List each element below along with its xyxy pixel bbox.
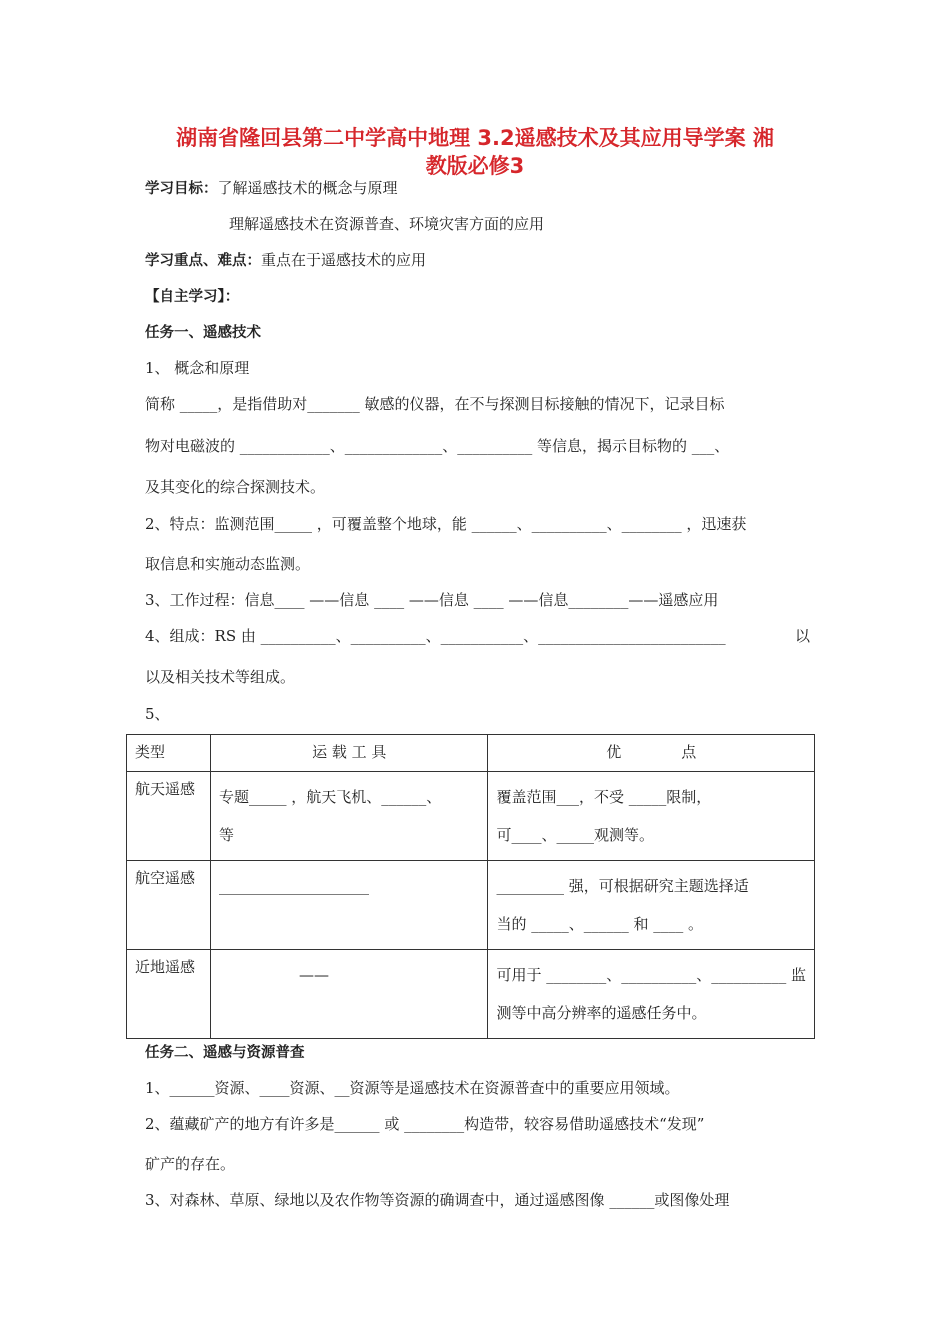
objective-1: 了解遥感技术的概念与原理: [217, 179, 398, 197]
vehicle-line: ____________________: [218, 877, 369, 895]
row-vehicle: [210, 861, 487, 950]
task2-p1: 1、______资源、____资源、__资源等是遥感技术在资源普查中的重要应用领域。: [145, 1079, 680, 1097]
task1-s4-line1: [145, 625, 810, 646]
task1-s5: 5、: [145, 705, 170, 723]
document-title-line2: 教版必修3: [425, 154, 525, 178]
task1-s4-text: 4、组成：RS 由 __________、__________、___________、_________________________: [145, 627, 726, 645]
task2-p3: 3、对森林、草原、绿地以及农作物等资源的确调查中，通过遥感图像 ______或图像处理: [145, 1191, 730, 1209]
row-vehicle: [210, 772, 487, 861]
table-row: [127, 772, 815, 861]
task1-s1-line1: 简称 _____，是指借助对_______ 敏感的仪器，在不与探测目标接触的情况下，记录目标: [145, 395, 725, 413]
task1-s1-line3: 及其变化的综合探测技术。: [145, 478, 326, 496]
header-type: 类型: [127, 735, 211, 772]
table-row: [127, 861, 815, 950]
task2-p2-line1: 2、蕴藏矿产的地方有许多是______ 或 ________构造带，较容易借助遥感技术“发现”: [145, 1115, 705, 1133]
row-type: 近地遥感: [127, 950, 211, 1039]
task1-s3: 3、工作过程：信息____ ——信息 ____ ——信息 ____ ——信息________——遥感应用: [145, 591, 719, 609]
key-points-label: 学习重点、难点：: [145, 253, 261, 269]
advantage-line: 当的 _____、______ 和 ____ 。: [496, 915, 704, 933]
vehicle-line: 专题_____ ，航天飞机、______、: [218, 788, 442, 806]
advantage-line: 覆盖范围___，不受 _____限制，: [496, 788, 712, 806]
remote-sensing-table: [126, 734, 815, 1039]
task1-s2-line2: 取信息和实施动态监测。: [145, 555, 311, 573]
table-row: [127, 950, 815, 1039]
header-advantages: 优 点: [488, 735, 815, 772]
table-header-row: [127, 735, 815, 772]
advantage-line: 可用于 ________、__________、__________ 监: [496, 966, 806, 984]
objectives-row: [145, 177, 810, 198]
header-vehicle: 运 载 工 具: [210, 735, 487, 772]
advantage-line: 测等中高分辨率的遥感任务中。: [496, 1004, 707, 1022]
vehicle-line: 等: [218, 826, 234, 844]
row-advantages: [488, 861, 815, 950]
task1-heading: 任务一、遥感技术: [145, 325, 261, 341]
task1-s4-tail: 以: [794, 627, 810, 645]
row-advantages: [488, 950, 815, 1039]
objectives-label: 学习目标：: [145, 181, 218, 197]
vehicle-line: ——: [298, 966, 329, 984]
task1-s1-title: 1、 概念和原理: [145, 359, 250, 377]
key-points-row: [145, 249, 810, 270]
task1-s2-line1: 2、特点：监测范围_____ ，可覆盖整个地球，能 ______、__________、________ ，迅速获: [145, 515, 747, 533]
row-vehicle: [210, 950, 487, 1039]
key-points-text: 重点在于遥感技术的应用: [261, 251, 427, 269]
advantage-line: 可____、_____观测等。: [496, 826, 654, 844]
self-study-heading: 【自主学习】：: [145, 289, 240, 305]
task1-s1-line2: 物对电磁波的 ____________、_____________、__________ 等信息，揭示目标物的 ___、: [145, 437, 730, 455]
objective-2: 理解遥感技术在资源普查、环境灾害方面的应用: [229, 215, 545, 233]
advantage-line: _________ 强，可根据研究主题选择适: [496, 877, 749, 895]
row-type: 航空遥感: [127, 861, 211, 950]
task2-p2-line2: 矿产的存在。: [145, 1155, 236, 1173]
document-title-line1: 湖南省隆回县第二中学高中地理 3.2遥感技术及其应用导学案 湘: [176, 126, 774, 150]
task1-s4-line2: 以及相关技术等组成。: [145, 668, 296, 686]
task2-heading: 任务二、遥感与资源普查: [145, 1045, 305, 1061]
row-advantages: [488, 772, 815, 861]
row-type: 航天遥感: [127, 772, 211, 861]
